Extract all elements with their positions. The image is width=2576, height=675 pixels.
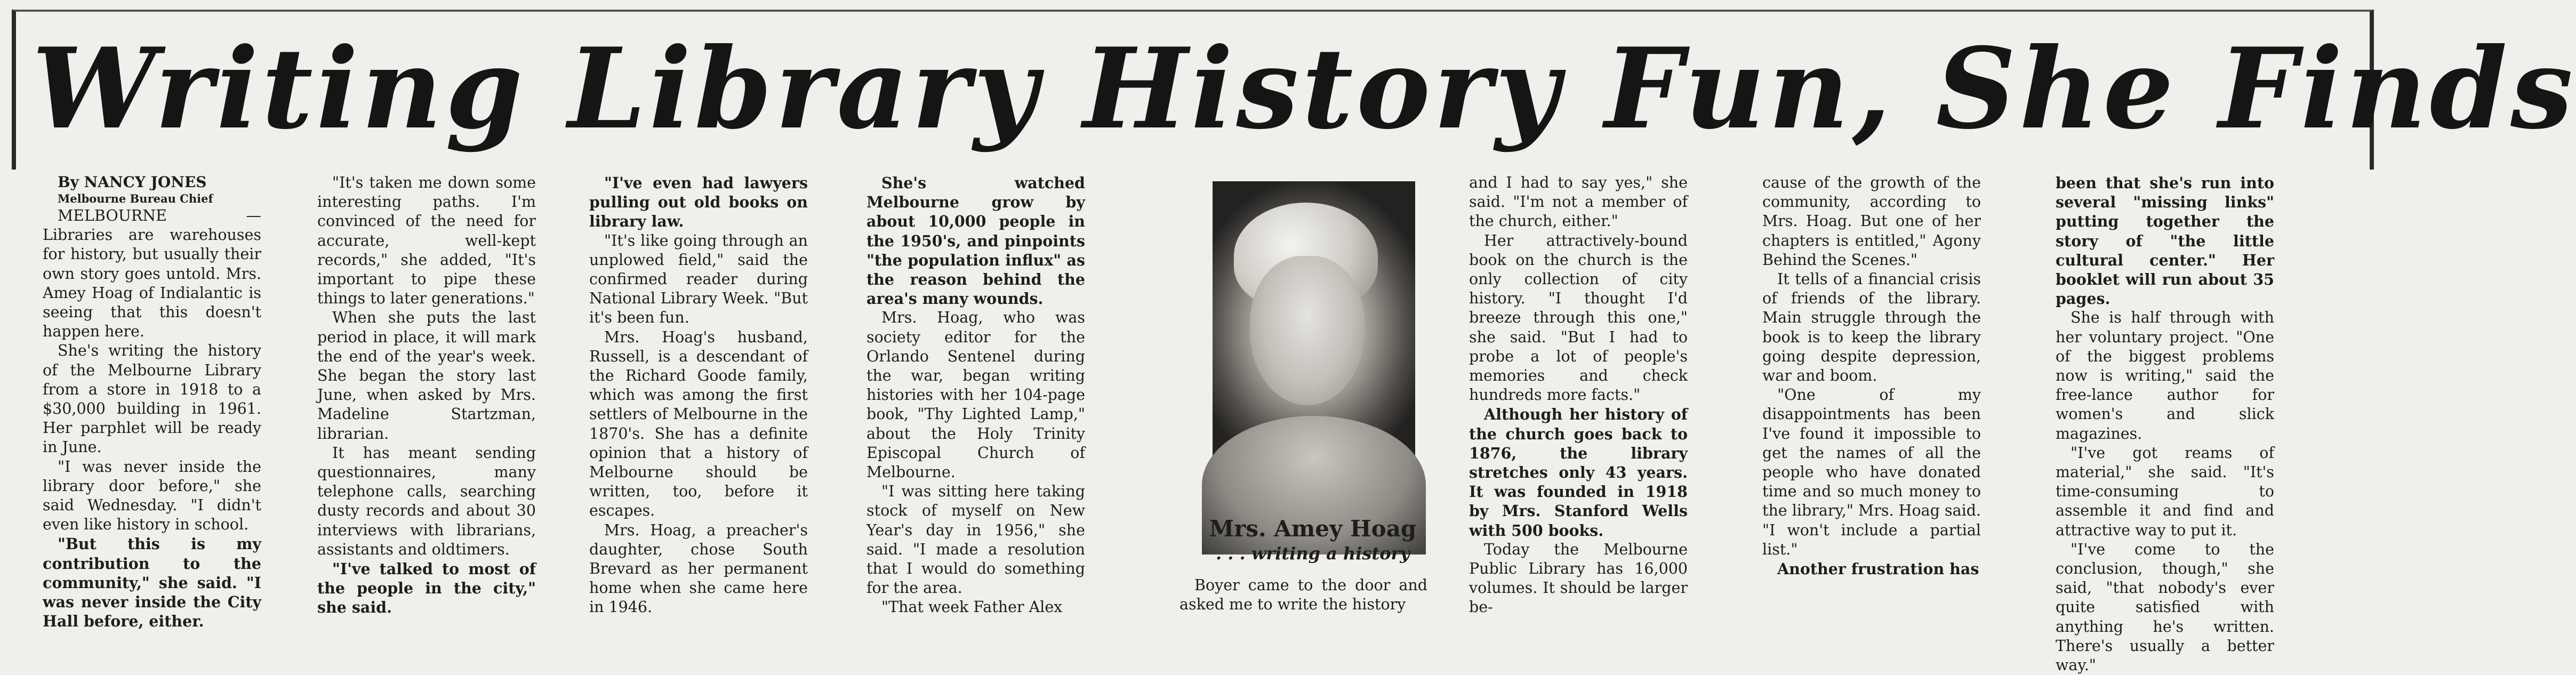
photo-caption-name: Mrs. Amey Hoag [1209, 516, 1417, 542]
article-paragraph: MELBOURNE — Libraries are warehouses for history, but usually their own story goes untold. Mrs. Amey Hoag of Indialantic is seeing that this doesn't happen here. [43, 207, 261, 341]
article-paragraph: When she puts the last period in place, it will mark the end of the year's week. She began the story last June, when asked by Mrs. Madeline Startzman, librarian. [317, 309, 536, 443]
article-paragraph: Although her history of the church goes back to 1876, the library stretches only 43 years. It was founded in 1918 by Mrs. Stanford Wells with 500 books. [1469, 405, 1688, 540]
article-paragraph: "But this is my contribution to the community," she said. "I was never inside the City Hall before, either. [43, 535, 261, 631]
article-paragraph: Mrs. Hoag, a preacher's daughter, chose South Brevard as her permanent home when she came here in 1946. [589, 521, 808, 616]
article-paragraph: She is half through with her voluntary project. "One of the biggest problems now is writing," said the free-lance author for women's and slick magazines. [2056, 309, 2274, 443]
article-paragraph: Mrs. Hoag, who was society editor for the Orlando Sentenel during the war, began writing histories with her 104-page book, "Thy Lighted Lamp," about the Holy Trinity Episcopal Church of Melbourne. [866, 309, 1085, 481]
article-column-4 [866, 173, 1085, 661]
article-paragraph: "I've talked to most of the people in the city," she said. [317, 560, 536, 617]
article-paragraph: Another frustration has [1777, 560, 1979, 578]
article-column-5 [1469, 173, 1688, 661]
column-body [1762, 173, 1981, 578]
headline-frame [12, 10, 2576, 170]
column-body [2056, 173, 2274, 675]
photo-caption-subtitle: . . . writing a history [1215, 543, 1410, 564]
article-paragraph: "I've got reams of material," she said. "It's time-consuming to assemble it and find and attractive way to put it. [2056, 444, 2274, 539]
article-paragraph: "I've even had lawyers pulling out old books on library law. [589, 174, 808, 231]
article-column-6 [1762, 173, 1981, 661]
article-paragraph: "That week Father Alex [881, 598, 1063, 616]
column-body [589, 173, 808, 617]
headline: Writing Library History Fun, She Finds [32, 24, 2576, 154]
column-body [317, 173, 536, 617]
article-column-7 [2056, 173, 2274, 674]
article-paragraph: Today the Melbourne Public Library has 16,000 volumes. It should be larger be- [1469, 540, 1688, 616]
column-body [1469, 173, 1688, 617]
article-column-1 [43, 173, 261, 661]
article-paragraph: It has meant sending questionnaires, many telephone calls, searching dusty records and about 30 interviews with librarians, assistants and oldtimers. [317, 444, 536, 558]
article-paragraph: Mrs. Hoag's husband, Russell, is a descendant of the Richard Goode family, which was among the first settlers of Melbourne in the 1870's. She has a definite opinion that a history of Melbourne should be written, too, before it escapes. [589, 328, 808, 520]
article-paragraph: "One of my disappointments has been I've found it impossible to get the names of all the people who have donated time and so much money to the library," Mrs. Hoag said. "I won't include a partial list." [1762, 386, 1981, 558]
article-paragraph: Her attractively-bound book on the church is the only collection of city history. "I thought I'd breeze through this one," she said. "But I had to probe a lot of people's memories and check hundreds more facts." [1469, 231, 1688, 404]
portrait-photo [1213, 181, 1415, 515]
below-photo-text [1179, 576, 1427, 664]
article-column-3 [589, 173, 808, 661]
byline-title: Melbourne Bureau Chief [58, 192, 213, 205]
column-body [43, 206, 261, 631]
article-paragraph: She's watched Melbourne grow by about 10,000 people in the 1950's, and pinpoints "the population influx" as the reason behind the area's many wounds. [866, 174, 1085, 308]
article-paragraph: "I've come to the conclusion, though," she said, "that nobody's ever quite satisfied with anything he's written. There's usually a better way." [2056, 540, 2274, 674]
photo-face-shape [1250, 256, 1365, 405]
column-body [866, 173, 1085, 617]
article-paragraph: "I was never inside the library door before," she said Wednesday. "I didn't even like history in school. [43, 457, 261, 534]
article-column-2 [317, 173, 536, 661]
article-paragraph: cause of the growth of the community, according to Mrs. Hoag. But one of her chapters is entitled," Agony Behind the Scenes." [1762, 174, 1981, 269]
article-paragraph: "It's like going through an unplowed field," said the confirmed reader during National Library Week. "But it's been fun. [589, 231, 808, 327]
article-paragraph: "It's taken me down some interesting paths. I'm convinced of the need for accurate, well-kept records," she added, "It's important to pipe these things to later generations." [317, 174, 536, 308]
article-paragraph: She's writing the history of the Melbourne Library from a store in 1918 to a $30,000 building in 1961. Her parphlet will be ready in June. [43, 342, 261, 456]
article-paragraph: and I had to say yes," she said. "I'm not a member of the church, either." [1469, 174, 1688, 230]
article-paragraph: It tells of a financial crisis of friends of the library. Main struggle through the book is to keep the library going despite depression, war and boom. [1762, 270, 1981, 385]
article-paragraph: been that she's run into several "missing links" putting together the story of "the little cultural center." Her booklet will run about 35 pages. [2056, 174, 2274, 308]
paragraph: Boyer came to the door and asked me to write the history [1179, 576, 1427, 614]
byline-author: By NANCY JONES [58, 173, 207, 191]
article-paragraph: "I was sitting here taking stock of myself on New Year's day in 1956," she said. "I made a resolution that I would do something for the area. [866, 483, 1085, 597]
